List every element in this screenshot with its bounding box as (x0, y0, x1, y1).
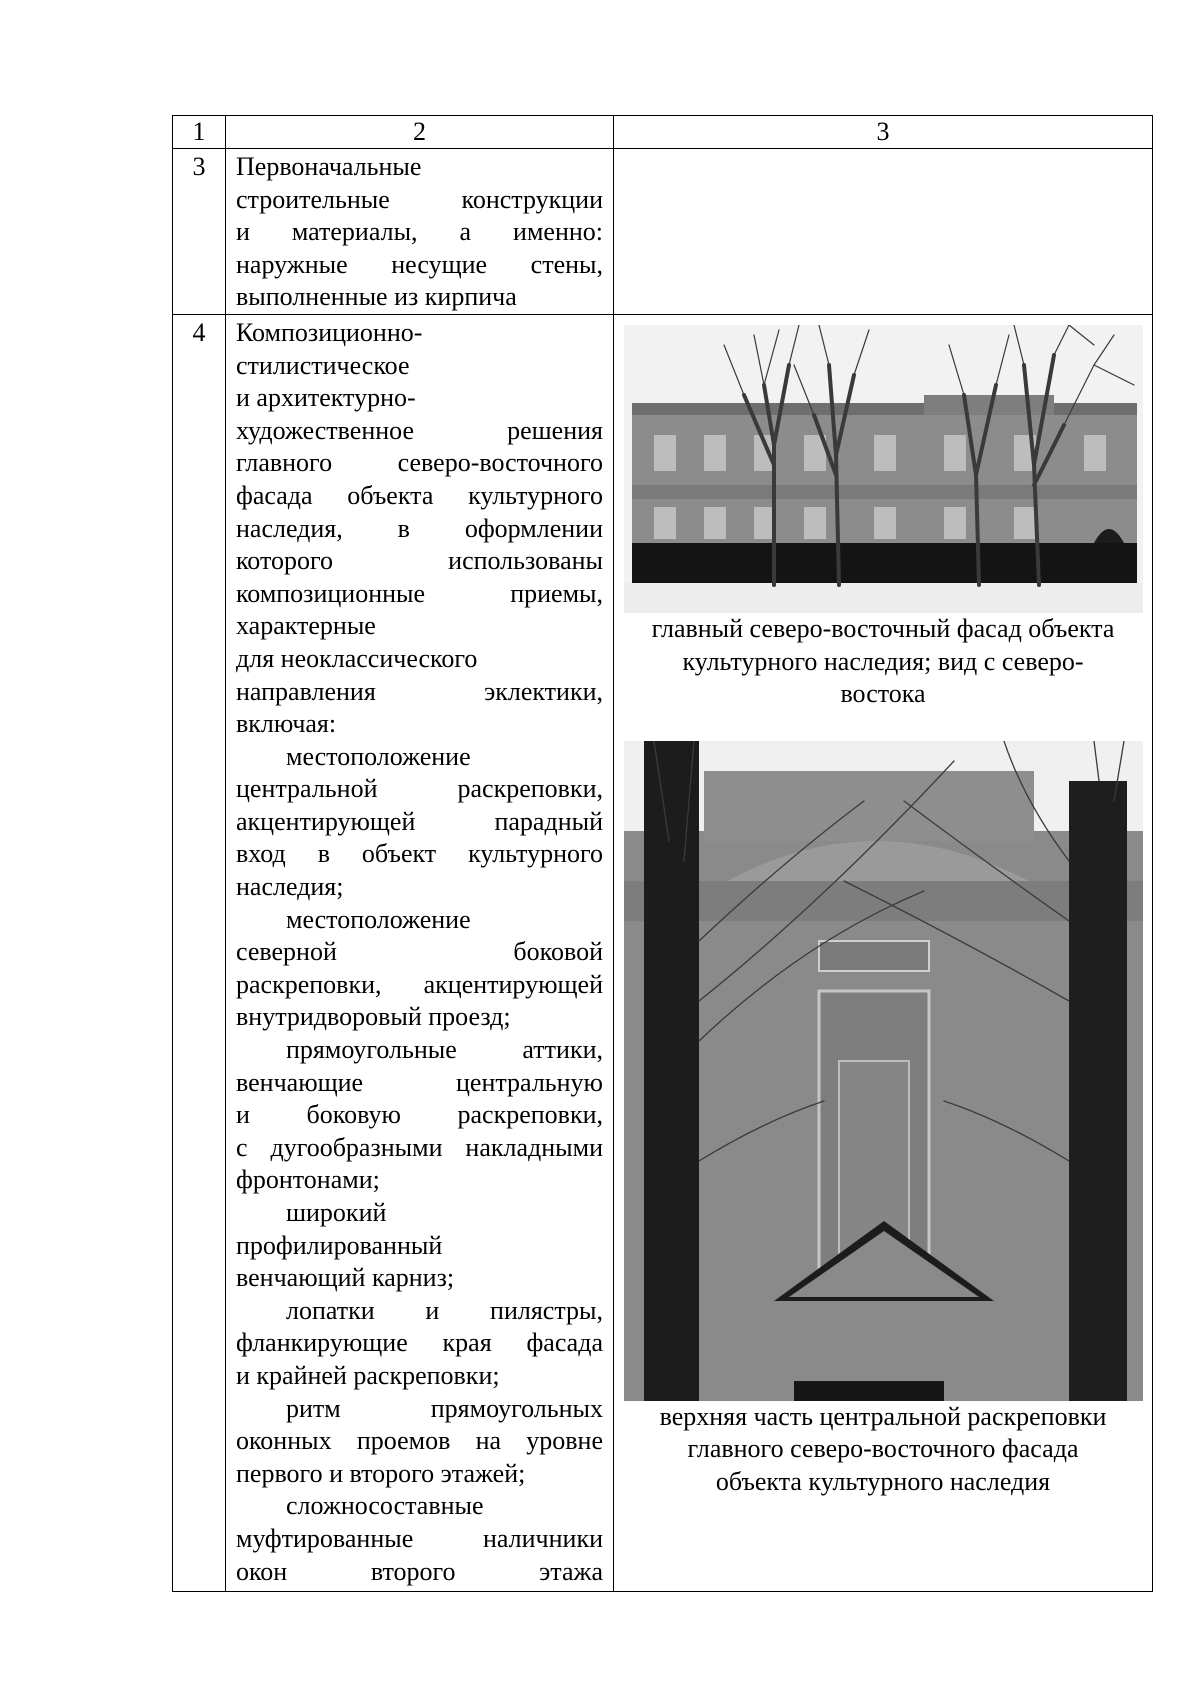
header-col-1: 1 (173, 116, 226, 149)
caption-line: востока (840, 679, 926, 709)
header-col-2: 2 (226, 116, 614, 149)
text-line: включая: (236, 709, 337, 739)
text-line: первого и второго этажей; (236, 1458, 526, 1488)
document-table (172, 115, 1153, 1592)
text-line: наружные несущие стены, (236, 249, 603, 279)
text-line: акцентирующей парадный (236, 806, 603, 836)
text-line: Первоначальные (236, 152, 422, 181)
text-line: стилистическое (236, 350, 410, 380)
row-description (226, 149, 614, 315)
text-line: окон второго этажа (236, 1556, 603, 1586)
text-line: наследия, в оформлении (236, 513, 603, 543)
table-header-row (173, 116, 1153, 149)
text-line: прямоугольные аттики, (286, 1035, 603, 1065)
row-number: 4 (173, 314, 226, 1591)
text-line: наследия; (236, 872, 344, 902)
text-line: композиционные приемы, (236, 578, 603, 608)
text-line: венчающие центральную (236, 1067, 603, 1097)
text-line: характерные (236, 611, 376, 641)
text-line: строительные конструкции (236, 184, 603, 214)
text-line: лопатки и пилястры, (286, 1295, 603, 1325)
table-row (173, 149, 1153, 315)
text-line: оконных проемов на уровне (236, 1426, 603, 1456)
caption-line: объекта культурного наследия (715, 1466, 1051, 1496)
text-line: и материалы, а именно: (236, 217, 603, 247)
text-line: местоположение (286, 741, 471, 771)
row-description (226, 314, 614, 1591)
facade-photo (624, 325, 1143, 613)
row-number: 3 (173, 149, 226, 315)
caption-line: главного северо-восточного фасада (687, 1434, 1079, 1464)
photo-caption (614, 1401, 1152, 1499)
row-photo-cell (614, 149, 1153, 315)
text-line: муфтированные наличники (236, 1523, 603, 1553)
header-col-3: 3 (614, 116, 1153, 149)
caption-line: верхняя часть центральной раскреповки (659, 1401, 1107, 1431)
text-line: центральной раскреповки, (236, 774, 603, 804)
photo-caption (614, 613, 1152, 711)
text-line: сложносоставные (286, 1491, 484, 1521)
text-line: выполненные из кирпича (236, 282, 517, 312)
text-line: раскреповки, акцентирующей (236, 969, 603, 999)
text-line: для неоклассического (236, 643, 478, 673)
text-line: северной боковой (236, 937, 603, 967)
central-bay-photo (624, 741, 1143, 1401)
text-line: внутридворовый проезд; (236, 1002, 511, 1032)
text-line: профилированный (236, 1230, 443, 1260)
text-line: фасада объекта культурного (236, 480, 603, 510)
text-line: с дугообразными накладными (236, 1132, 603, 1162)
row-photo-cell (614, 314, 1153, 1591)
text-line: ритм прямоугольных (286, 1393, 603, 1423)
text-line: направления эклектики, (236, 676, 603, 706)
text-line: художественное решения (236, 415, 603, 445)
text-line: Композиционно- (236, 317, 423, 347)
text-line: и архитектурно- (236, 383, 416, 413)
caption-line: главный северо-восточный фасад объекта (651, 613, 1115, 643)
table-row (173, 314, 1153, 1591)
text-line: и боковую раскреповки, (236, 1100, 603, 1130)
text-line: и крайней раскреповки; (236, 1360, 500, 1390)
caption-line: культурного наследия; вид с северо- (682, 646, 1084, 676)
text-line: широкий (286, 1198, 387, 1227)
text-line: фланкирующие края фасада (236, 1328, 603, 1358)
text-line: вход в объект культурного (236, 839, 603, 869)
text-line: главного северо-восточного (236, 448, 603, 478)
text-line: местоположение (286, 904, 471, 934)
text-line: фронтонами; (236, 1165, 380, 1195)
text-line: венчающий карниз; (236, 1263, 455, 1293)
text-line: которого использованы (236, 546, 603, 576)
